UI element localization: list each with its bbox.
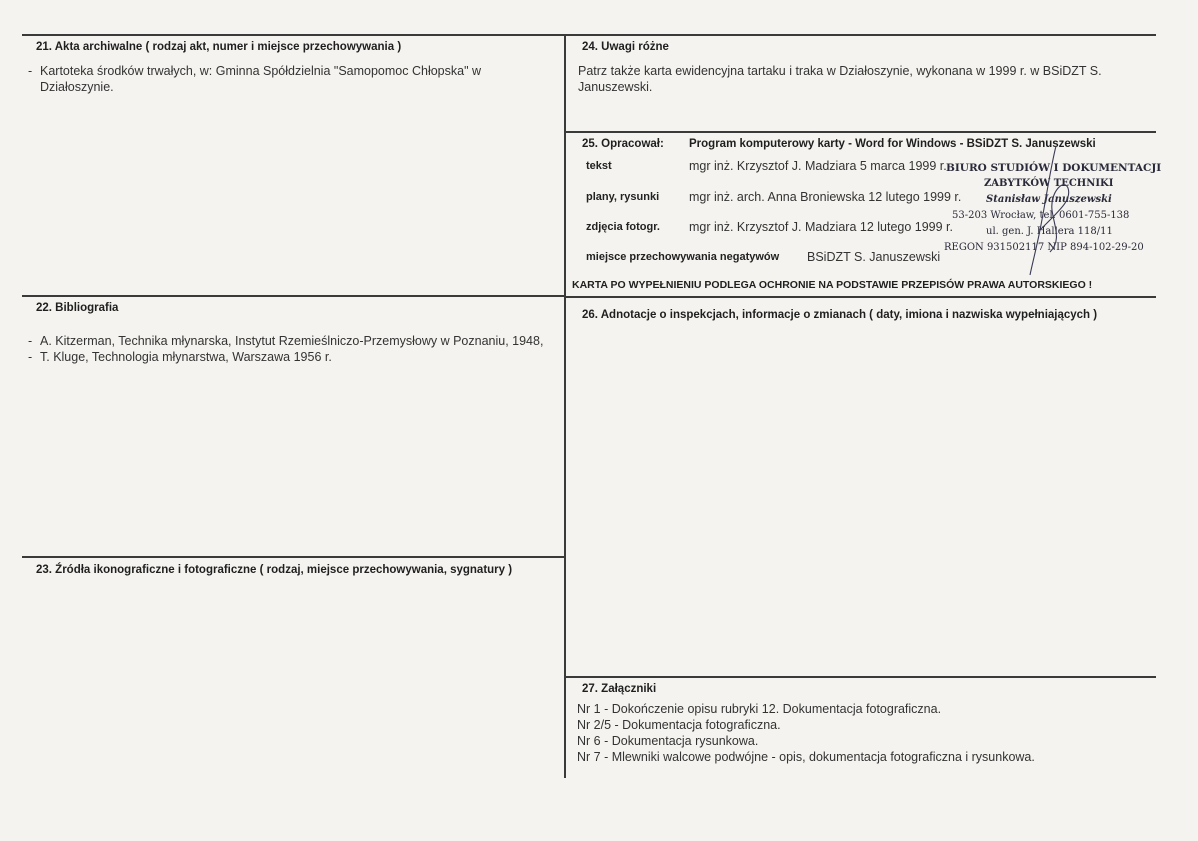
list-item: Nr 7 - Mlewniki walcowe podwójne - opis, dokumentacja fotograficzna i rysunkowa. (577, 750, 1035, 764)
rule-right-26 (565, 296, 1156, 298)
top-rule (22, 34, 1156, 36)
row-value-photos: mgr inż. Krzysztof J. Madziara 12 lutego 1999 r. (689, 220, 954, 234)
list-item: - T. Kluge, Technologia młynarstwa, Warszawa 1956 r. (28, 349, 554, 365)
list-item: - A. Kitzerman, Technika młynarska, Instytut Rzemieślniczo-Przemysłowy w Poznaniu, 1948, (28, 333, 554, 349)
list-item: Nr 6 - Dokumentacja rysunkowa. (577, 734, 759, 748)
row-value-text: mgr inż. Krzysztof J. Madziara 5 marca 1999 r. (689, 159, 947, 173)
negatives-value: BSiDZT S. Januszewski (807, 250, 941, 264)
section-23-title: 23. Źródła ikonograficzne i fotograficzne ( rodzaj, miejsce przechowywania, sygnatury ) (36, 564, 513, 576)
row-label-photos: zdjęcia fotogr. (586, 221, 660, 233)
office-stamp-line-6: REGON 931502117 NIP 894-102-29-20 (944, 242, 1144, 253)
office-stamp-line-5: ul. gen. J. Hallera 118/11 (986, 226, 1113, 237)
center-vertical-rule (564, 34, 566, 778)
row-label-text: tekst (586, 160, 612, 172)
rule-right-25 (565, 131, 1156, 133)
rule-left-22 (22, 295, 565, 297)
section-25-program: Program komputerowy karty - Word for Windows - BSiDZT S. Januszewski (689, 138, 1096, 150)
section-21-title: 21. Akta archiwalne ( rodzaj akt, numer i miejsce przechowywania ) (36, 41, 402, 53)
rule-left-23 (22, 556, 565, 558)
section-22-title: 22. Bibliografia (36, 302, 119, 314)
signature-icon (1010, 140, 1100, 280)
section-27-list (577, 701, 1147, 765)
row-label-plans: plany, rysunki (586, 191, 660, 203)
section-24-title: 24. Uwagi różne (582, 41, 669, 53)
office-stamp-line-3: Stanisław Januszewski (986, 194, 1112, 205)
section-27-title: 27. Załączniki (582, 683, 657, 695)
section-25-title: 25. Opracował: (582, 138, 664, 150)
row-value-plans: mgr inż. arch. Anna Broniewska 12 lutego 1999 r. (689, 190, 962, 204)
list-item: Nr 2/5 - Dokumentacja fotograficzna. (577, 718, 781, 732)
negatives-label: miejsce przechowywania negatywów (586, 251, 780, 263)
list-item: Nr 1 - Dokończenie opisu rubryki 12. Dokumentacja fotograficzna. (577, 702, 942, 716)
section-26-title: 26. Adnotacje o inspekcjach, informacje o zmianach ( daty, imiona i nazwiska wypełniających ) (582, 309, 1098, 321)
office-stamp-line-4: 53-203 Wrocław, tel. 0601-755-138 (952, 210, 1130, 221)
section-24-text: Patrz także karta ewidencyjna tartaku i traka w Działoszynie, wykonana w 1999 r. w BSiDZT S. Januszewski. (578, 64, 1102, 94)
office-stamp-line-1: BIURO STUDIÓW I DOKUMENTACJI (946, 162, 1162, 174)
copyright-notice: KARTA PO WYPEŁNIENIU PODLEGA OCHRONIE NA PODSTAWIE PRZEPISÓW PRAWA AUTORSKIEGO ! (572, 279, 1093, 291)
rule-right-27 (565, 676, 1156, 678)
section-21-list (28, 63, 554, 95)
section-22-list (28, 333, 554, 365)
office-stamp-line-2: ZABYTKÓW TECHNIKI (984, 178, 1114, 189)
list-item: - Kartoteka środków trwałych, w: Gminna Spółdzielnia "Samopomoc Chłopska" w Działoszynie. (28, 63, 554, 95)
